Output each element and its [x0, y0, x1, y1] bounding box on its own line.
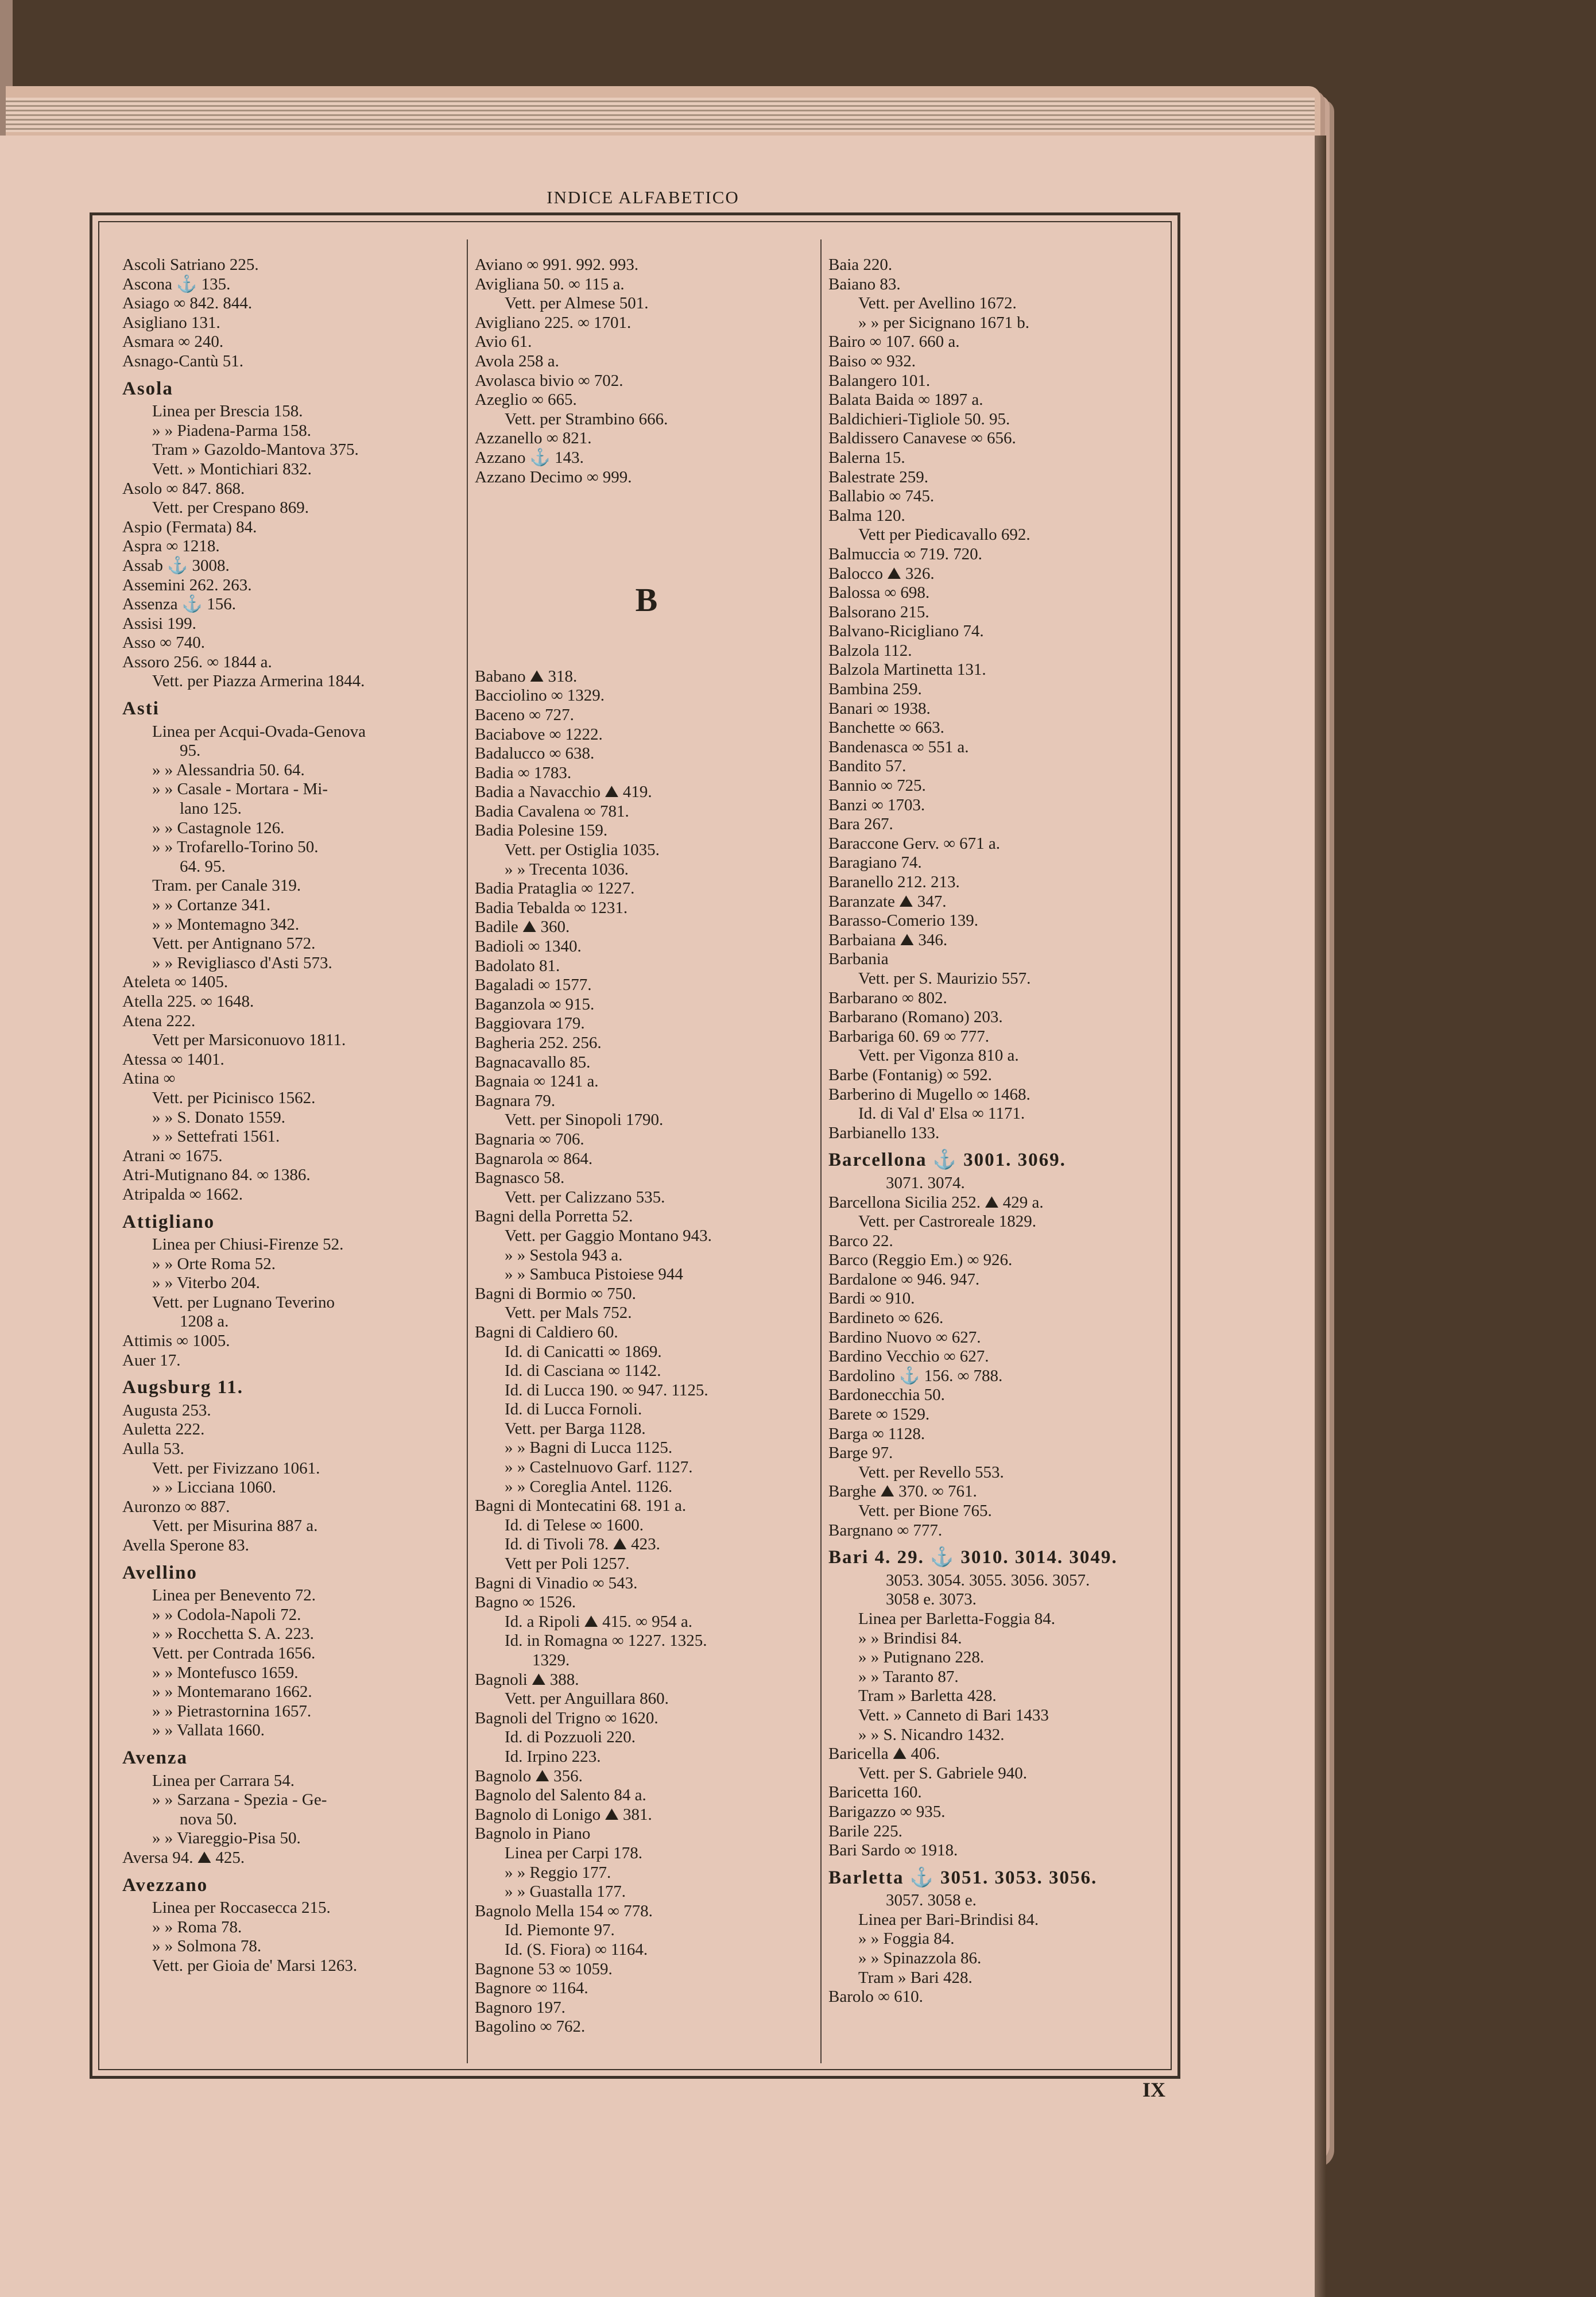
index-entry: Aspra ∞ 1218. [122, 537, 220, 556]
index-subentry: » » S. Donato 1559. [152, 1108, 285, 1127]
index-continuation: 1329. [532, 1651, 570, 1669]
index-subentry: » » Montemarano 1662. [152, 1683, 312, 1702]
index-entry: Bagaladi ∞ 1577. [475, 976, 592, 995]
index-subentry: Id. in Romagna ∞ 1227. 1325. [505, 1631, 707, 1650]
index-subentry: » » S. Nicandro 1432. [858, 1725, 1005, 1744]
index-subentry: Vett. per Crespano 869. [152, 498, 309, 517]
index-entry: Barghe ⛰ 370. ∞ 761. [828, 1482, 977, 1501]
index-subentry: Vett. per Revello 553. [858, 1463, 1004, 1482]
index-entry: Baranello 212. 213. [828, 873, 960, 891]
index-continuation: 3071. 3074. [886, 1173, 965, 1192]
index-entry: Bagnoli del Trigno ∞ 1620. [475, 1708, 658, 1727]
index-entry: Balsorano 215. [828, 602, 929, 621]
index-entry: Bagni di Montecatini 68. 191 a. [475, 1496, 687, 1515]
index-subentry: Linea per Carpi 178. [505, 1843, 642, 1862]
index-continuation: 64. 95. [180, 857, 226, 876]
index-continuation: 1208 a. [180, 1312, 229, 1331]
index-subentry: » » Spinazzola 86. [858, 1949, 982, 1968]
index-entry: Baia 220. [828, 256, 893, 274]
index-heading: Avezzano [122, 1874, 208, 1896]
index-subentry: » » Cortanze 341. [152, 896, 271, 914]
index-entry: Balossa ∞ 698. [828, 583, 930, 602]
index-entry: Barbania [828, 950, 889, 969]
index-entry: Aspio (Fermata) 84. [122, 517, 257, 536]
index-entry: Bagheria 252. 256. [475, 1034, 602, 1052]
index-subentry: Vett. per S. Maurizio 557. [858, 969, 1031, 988]
index-entry: Banzi ∞ 1703. [828, 795, 925, 814]
index-entry: Bagnore ∞ 1164. [475, 1979, 588, 1998]
index-subentry: Vett. per Antignano 572. [152, 934, 316, 953]
index-subentry: » » Rocchetta S. A. 223. [152, 1625, 314, 1644]
index-entry: Atena 222. [122, 1011, 196, 1030]
index-entry: Baricetta 160. [828, 1783, 922, 1802]
index-subentry: Vett. per Sinopoli 1790. [505, 1111, 664, 1130]
index-subentry: » » Viterbo 204. [152, 1274, 260, 1293]
index-subentry: » » Coreglia Antel. 1126. [505, 1477, 673, 1496]
index-entry: Azeglio ∞ 665. [475, 390, 577, 409]
index-entry: Barberino di Mugello ∞ 1468. [828, 1085, 1031, 1104]
index-entry: Bagni di Caldiero 60. [475, 1322, 618, 1341]
index-subentry: » » Sarzana - Spezia - Ge- [152, 1791, 327, 1809]
index-entry: Asso ∞ 740. [122, 633, 205, 652]
index-entry: Bagnoro 197. [475, 1998, 565, 2017]
index-entry: Baragiano 74. [828, 853, 922, 872]
index-entry: Balangero 101. [828, 371, 931, 390]
index-entry: Baganzola ∞ 915. [475, 995, 595, 1014]
index-entry: Balerna 15. [828, 448, 905, 467]
index-subentry: » » Montefusco 1659. [152, 1663, 299, 1682]
index-heading: Augsburg 11. [122, 1377, 244, 1398]
index-entry: Baceno ∞ 727. [475, 705, 574, 724]
index-entry: Badalucco ∞ 638. [475, 744, 595, 763]
index-entry: Assab ⚓ 3008. [122, 556, 230, 575]
index-entry: Badia a Navacchio ⛰ 419. [475, 783, 652, 802]
index-frame [90, 212, 1180, 2079]
index-entry: Assenza ⚓ 156. [122, 595, 236, 614]
index-entry: Bagnolo in Piano [475, 1824, 591, 1843]
index-column-3 [828, 256, 1167, 2061]
index-entry: Atessa ∞ 1401. [122, 1050, 224, 1069]
index-column-1 [122, 256, 466, 2061]
index-entry: Barbianello 133. [828, 1123, 940, 1142]
index-entry: Barco 22. [828, 1231, 893, 1250]
index-subentry: » » Trecenta 1036. [505, 860, 629, 879]
index-subentry: » » Sambuca Pistoiese 944 [505, 1265, 683, 1284]
index-entry: Bambina 259. [828, 680, 922, 699]
index-subentry: Id. di Telese ∞ 1600. [505, 1515, 644, 1534]
index-subentry: Vett. per Gioia de' Marsi 1263. [152, 1956, 358, 1975]
index-continuation: 95. [180, 741, 201, 760]
index-subentry: Vett. per Almese 501. [505, 294, 649, 313]
index-subentry: Linea per Benevento 72. [152, 1586, 316, 1605]
index-subentry: » » Roma 78. [152, 1917, 242, 1936]
index-heading: Avellino [122, 1562, 197, 1583]
index-entry: Babano ⛰ 318. [475, 667, 578, 686]
index-subentry: Vett. per Avellino 1672. [858, 294, 1017, 313]
index-entry: Bagnacavallo 85. [475, 1053, 591, 1072]
index-subentry: Vett. per Ostiglia 1035. [505, 841, 660, 860]
index-entry: Bagnoli ⛰ 388. [475, 1670, 579, 1689]
index-continuation: 3053. 3054. 3055. 3056. 3057. [886, 1571, 1090, 1590]
index-subentry: Id. a Ripoli ⛰ 415. ∞ 954 a. [505, 1612, 692, 1631]
index-subentry: Linea per Acqui-Ovada-Genova [152, 722, 366, 741]
index-subentry: Vett. » Montichiari 832. [152, 459, 312, 478]
index-entry: Barco (Reggio Em.) ∞ 926. [828, 1251, 1013, 1270]
page-number: IX [1142, 2078, 1166, 2101]
index-entry: Bagni della Porretta 52. [475, 1207, 633, 1226]
index-heading: Barletta ⚓ 3051. 3053. 3056. [828, 1867, 1098, 1888]
index-subentry: » » Taranto 87. [858, 1667, 959, 1686]
index-continuation: 3057. 3058 e. [886, 1891, 977, 1910]
index-entry: Assoro 256. ∞ 1844 a. [122, 652, 272, 671]
index-subentry: » » Foggia 84. [858, 1929, 955, 1948]
index-entry: Barbarano ∞ 802. [828, 988, 947, 1007]
index-entry: Azzano Decimo ∞ 999. [475, 467, 632, 486]
index-subentry: Tram. per Canale 319. [152, 876, 301, 895]
index-entry: Bagnara 79. [475, 1091, 556, 1110]
index-subentry: » » per Sicignano 1671 b. [858, 313, 1030, 332]
index-entry: Asnago-Cantù 51. [122, 351, 244, 370]
index-entry: Badile ⛰ 360. [475, 918, 570, 937]
page-edge-shadow [1315, 136, 1326, 2297]
column-divider [467, 239, 468, 2063]
index-subentry: Id. di Pozzuoli 220. [505, 1728, 636, 1747]
index-subentry: » » Vallata 1660. [152, 1721, 265, 1740]
index-entry: Baiso ∞ 932. [828, 351, 916, 370]
index-entry: Atina ∞ [122, 1069, 176, 1088]
index-subentry: Vett. per Castroreale 1829. [858, 1212, 1037, 1231]
index-entry: Bardolino ⚓ 156. ∞ 788. [828, 1366, 1003, 1385]
index-subentry: Vett. per Vigonza 810 a. [858, 1046, 1019, 1065]
index-entry: Bagni di Bormio ∞ 750. [475, 1284, 636, 1303]
index-entry: Bardino Nuovo ∞ 627. [828, 1328, 981, 1347]
index-entry: Bardalone ∞ 946. 947. [828, 1270, 980, 1289]
index-entry: Bardi ∞ 910. [828, 1289, 915, 1308]
index-subentry: » » Trofarello-Torino 50. [152, 838, 319, 857]
index-heading: Barcellona ⚓ 3001. 3069. [828, 1150, 1066, 1171]
index-subentry: Linea per Carrara 54. [152, 1771, 295, 1790]
index-subentry: Vett per Piedicavallo 692. [858, 525, 1031, 544]
index-entry: Balzola Martinetta 131. [828, 660, 986, 679]
section-letter: B [635, 581, 658, 619]
index-entry: Atri-Mutignano 84. ∞ 1386. [122, 1166, 311, 1185]
index-entry: Baciabove ∞ 1222. [475, 725, 603, 744]
index-entry: Bardino Vecchio ∞ 627. [828, 1347, 989, 1366]
index-entry: Barbe (Fontanig) ∞ 592. [828, 1065, 992, 1084]
index-subentry: Tram » Gazoldo-Mantova 375. [152, 440, 359, 459]
index-subentry: Id. Piemonte 97. [505, 1921, 615, 1940]
index-subentry: » » Pietrastornina 1657. [152, 1702, 312, 1720]
index-subentry: Vett per Marsiconuovo 1811. [152, 1031, 346, 1050]
index-entry: Bagnolo del Salento 84 a. [475, 1786, 646, 1805]
index-subentry: » » Settefrati 1561. [152, 1127, 280, 1146]
index-subentry: » » Codola-Napoli 72. [152, 1605, 301, 1624]
index-subentry: Id. Irpino 223. [505, 1747, 601, 1766]
index-entry: Badioli ∞ 1340. [475, 937, 582, 956]
index-entry: Badia Polesine 159. [475, 821, 608, 840]
index-entry: Baldichieri-Tigliole 50. 95. [828, 409, 1010, 428]
running-head: INDICE ALFABETICO [547, 187, 739, 207]
index-subentry: Id. di Canicatti ∞ 1869. [505, 1342, 662, 1361]
index-subentry: Vett. » Canneto di Bari 1433 [858, 1706, 1049, 1724]
index-continuation: nova 50. [180, 1809, 237, 1828]
index-entry: Barete ∞ 1529. [828, 1405, 930, 1424]
index-subentry: Vett. per S. Gabriele 940. [858, 1764, 1027, 1782]
index-entry: Bagnarola ∞ 864. [475, 1149, 593, 1168]
index-entry: Balvano-Ricigliano 74. [828, 622, 984, 641]
index-subentry: » » Solmona 78. [152, 1937, 262, 1956]
index-heading: Bari 4. 29. ⚓ 3010. 3014. 3049. [828, 1547, 1118, 1568]
index-subentry: Linea per Barletta-Foggia 84. [858, 1609, 1056, 1628]
index-column-2 [475, 256, 818, 2061]
index-subentry: » » Castelnuovo Garf. 1127. [505, 1458, 693, 1477]
index-entry: Barasso-Comerio 139. [828, 911, 978, 930]
index-frame-inner [98, 221, 1172, 2070]
index-subentry: Linea per Chiusi-Firenze 52. [152, 1235, 344, 1254]
index-subentry: Linea per Roccasecca 215. [152, 1898, 331, 1917]
index-entry: Balmuccia ∞ 719. 720. [828, 544, 982, 563]
index-entry: Avigliano 225. ∞ 1701. [475, 313, 632, 332]
index-entry: Baiano 83. [828, 274, 901, 293]
index-subentry: » » Putignano 228. [858, 1648, 985, 1667]
index-entry: Badia ∞ 1783. [475, 763, 572, 782]
index-entry: Badolato 81. [475, 956, 560, 975]
index-entry: Bairo ∞ 107. 660 a. [828, 332, 960, 351]
index-subentry: » » Montemagno 342. [152, 915, 300, 934]
index-subentry: » » Reggio 177. [505, 1863, 611, 1882]
index-entry: Auronzo ∞ 887. [122, 1497, 230, 1516]
index-subentry: » » Alessandria 50. 64. [152, 760, 305, 779]
index-entry: Bagnolo ⛰ 356. [475, 1766, 583, 1785]
index-entry: Avio 61. [475, 332, 532, 351]
index-continuation: 3058 e. 3073. [886, 1590, 977, 1609]
index-entry: Baggiovara 179. [475, 1014, 585, 1033]
index-subentry: » » Orte Roma 52. [152, 1254, 276, 1273]
index-entry: Banchette ∞ 663. [828, 718, 944, 737]
index-entry: Bacciolino ∞ 1329. [475, 686, 605, 705]
index-entry: Barile 225. [828, 1822, 902, 1840]
index-subentry: Vett. per Piazza Armerina 1844. [152, 672, 365, 691]
index-heading: Avenza [122, 1747, 188, 1768]
index-subentry: » » Piadena-Parma 158. [152, 421, 312, 440]
index-subentry: » » Revigliasco d'Asti 573. [152, 953, 332, 972]
index-heading: Asola [122, 378, 173, 399]
index-subentry: » » Licciana 1060. [152, 1478, 276, 1497]
index-subentry: Id. di Casciana ∞ 1142. [505, 1362, 661, 1380]
index-entry: Ateleta ∞ 1405. [122, 973, 228, 992]
index-entry: Barbaiana ⛰ 346. [828, 930, 948, 949]
index-heading: Asti [122, 698, 160, 720]
index-entry: Barbarano (Romano) 203. [828, 1008, 1003, 1027]
index-subentry: Id. di Lucca Fornoli. [505, 1400, 642, 1419]
index-subentry: Vett. per Anguillara 860. [505, 1689, 669, 1708]
index-entry: Bandenasca ∞ 551 a. [828, 737, 969, 756]
index-entry: Badia Tebalda ∞ 1231. [475, 898, 628, 917]
index-entry: Barcellona Sicilia 252. ⛰ 429 a. [828, 1193, 1044, 1212]
index-entry: Banari ∞ 1938. [828, 699, 931, 718]
index-entry: Ascoli Satriano 225. [122, 256, 259, 274]
index-subentry: Vett. per Fivizzano 1061. [152, 1459, 320, 1478]
index-entry: Ascona ⚓ 135. [122, 274, 231, 293]
index-heading: Attigliano [122, 1211, 215, 1232]
index-entry: Ballabio ∞ 745. [828, 487, 935, 506]
index-entry: Bardonecchia 50. [828, 1386, 945, 1405]
index-entry: Bagolino ∞ 762. [475, 2017, 586, 2036]
index-entry: Bagnolo Mella 154 ∞ 778. [475, 1901, 653, 1920]
index-entry: Bardineto ∞ 626. [828, 1309, 944, 1328]
index-entry: Atella 225. ∞ 1648. [122, 992, 254, 1011]
index-entry: Barolo ∞ 610. [828, 1987, 923, 2006]
index-entry: Bagnaia ∞ 1241 a. [475, 1072, 599, 1091]
index-entry: Aviano ∞ 991. 992. 993. [475, 256, 639, 274]
index-subentry: Vett. per Picinisco 1562. [152, 1088, 316, 1107]
index-subentry: Tram » Bari 428. [858, 1968, 973, 1987]
index-subentry: Id. (S. Fiora) ∞ 1164. [505, 1940, 648, 1959]
index-entry: Assisi 199. [122, 614, 196, 633]
index-entry: Assemini 262. 263. [122, 575, 252, 594]
index-entry: Bagnaria ∞ 706. [475, 1130, 584, 1148]
index-entry: Avola 258 a. [475, 351, 559, 370]
index-entry: Atripalda ∞ 1662. [122, 1185, 243, 1204]
index-entry: Auletta 222. [122, 1420, 205, 1439]
index-subentry: Vett. per Mals 752. [505, 1304, 632, 1322]
index-entry: Baraccone Gerv. ∞ 671 a. [828, 834, 1000, 853]
index-subentry: Linea per Bari-Brindisi 84. [858, 1910, 1039, 1929]
index-entry: Avigliana 50. ∞ 115 a. [475, 274, 625, 293]
index-entry: Aversa 94. ⛰ 425. [122, 1848, 245, 1867]
index-entry: Baranzate ⛰ 347. [828, 892, 947, 911]
page-edges [6, 98, 1315, 132]
index-subentry: Vett. per Bione 765. [858, 1502, 992, 1520]
column-divider [820, 239, 822, 2063]
index-entry: Avella Sperone 83. [122, 1536, 249, 1554]
index-subentry: » » Guastalla 177. [505, 1882, 626, 1901]
index-entry: Balestrate 259. [828, 467, 928, 486]
index-entry: Avolasca bivio ∞ 702. [475, 371, 623, 390]
index-entry: Barbariga 60. 69 ∞ 777. [828, 1027, 990, 1046]
index-entry: Barge 97. [828, 1444, 893, 1463]
index-continuation: lano 125. [180, 799, 242, 818]
index-subentry: » » Castagnole 126. [152, 818, 285, 837]
index-entry: Bagnolo di Lonigo ⛰ 381. [475, 1805, 652, 1824]
index-entry: Azzano ⚓ 143. [475, 448, 584, 467]
index-entry: Barga ∞ 1128. [828, 1424, 925, 1443]
index-subentry: Id. di Tivoli 78. ⛰ 423. [505, 1535, 660, 1554]
index-entry: Balzola 112. [828, 641, 912, 660]
index-entry: Badia Cavalena ∞ 781. [475, 802, 629, 821]
index-entry: Bara 267. [828, 815, 893, 834]
index-subentry: Vett per Poli 1257. [505, 1554, 630, 1573]
index-subentry: Vett. per Misurina 887 a. [152, 1517, 318, 1536]
index-entry: Asigliano 131. [122, 313, 220, 332]
index-subentry: Vett. per Gaggio Montano 943. [505, 1226, 712, 1245]
index-subentry: Vett. per Lugnano Teverino [152, 1293, 335, 1312]
index-subentry: » » Brindisi 84. [858, 1629, 962, 1648]
index-entry: Augusta 253. [122, 1401, 211, 1420]
index-subentry: » » Viareggio-Pisa 50. [152, 1829, 301, 1848]
index-subentry: » » Casale - Mortara - Mi- [152, 780, 328, 799]
index-entry: Azzanello ∞ 821. [475, 429, 592, 448]
index-entry: Bagni di Vinadio ∞ 543. [475, 1573, 638, 1592]
index-subentry: Linea per Brescia 158. [152, 402, 303, 421]
index-entry: Aulla 53. [122, 1440, 184, 1459]
index-entry: Asolo ∞ 847. 868. [122, 479, 245, 498]
index-entry: Balata Baida ∞ 1897 a. [828, 390, 983, 409]
index-subentry: Vett. per Strambino 666. [505, 409, 668, 428]
index-entry: Barigazzo ∞ 935. [828, 1802, 946, 1821]
index-subentry: Tram » Barletta 428. [858, 1687, 997, 1706]
index-subentry: » » Bagni di Lucca 1125. [505, 1438, 673, 1457]
index-subentry: Vett. per Barga 1128. [505, 1419, 646, 1438]
index-entry: Balocco ⛰ 326. [828, 564, 935, 583]
index-entry: Baldissero Canavese ∞ 656. [828, 429, 1016, 448]
index-entry: Attimis ∞ 1005. [122, 1332, 230, 1351]
index-subentry: Vett. per Contrada 1656. [152, 1644, 316, 1662]
index-entry: Asmara ∞ 240. [122, 332, 224, 351]
index-entry: Bagnone 53 ∞ 1059. [475, 1959, 613, 1978]
index-entry: Auer 17. [122, 1351, 181, 1370]
index-entry: Bari Sardo ∞ 1918. [828, 1841, 958, 1860]
index-entry: Balma 120. [828, 506, 905, 525]
index-entry: Bannio ∞ 725. [828, 776, 926, 795]
index-subentry: Id. di Lucca 190. ∞ 947. 1125. [505, 1380, 708, 1399]
index-entry: Bandito 57. [828, 757, 907, 776]
index-subentry: » » Sestola 943 a. [505, 1246, 623, 1264]
index-subentry: Id. di Val d' Elsa ∞ 1171. [858, 1104, 1025, 1123]
index-subentry: Vett. per Calizzano 535. [505, 1188, 665, 1206]
index-entry: Atrani ∞ 1675. [122, 1146, 223, 1165]
index-entry: Asiago ∞ 842. 844. [122, 294, 253, 313]
index-entry: Badia Prataglia ∞ 1227. [475, 879, 635, 898]
index-entry: Bagno ∞ 1526. [475, 1593, 576, 1612]
index-entry: Bargnano ∞ 777. [828, 1521, 943, 1540]
index-entry: Bagnasco 58. [475, 1169, 565, 1188]
index-entry: Baricella ⛰ 406. [828, 1745, 940, 1764]
